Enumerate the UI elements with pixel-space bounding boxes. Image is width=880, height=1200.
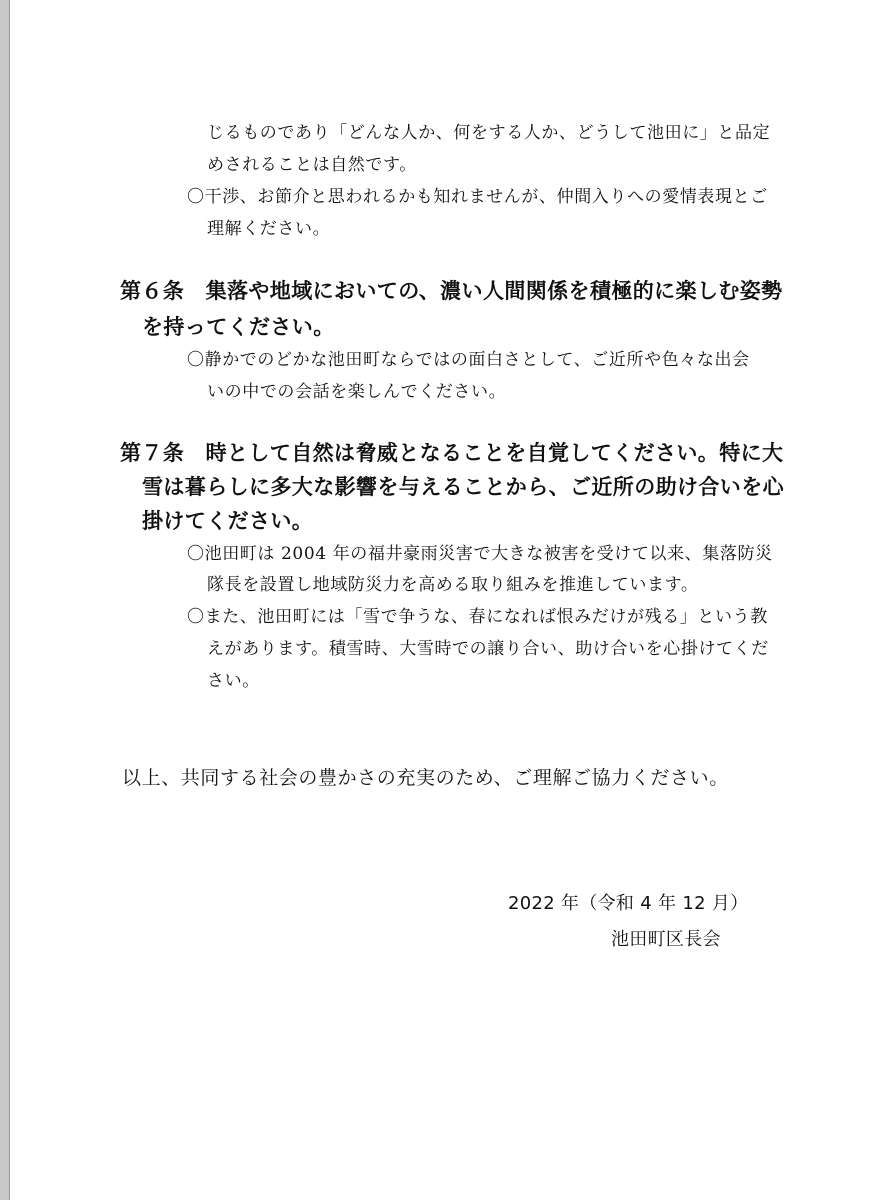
page-edge [0,0,9,1200]
article-7-bullet-1-line-1: 〇池田町は 2004 年の福井豪雨災害で大きな被害を受けて以来、集落防災 [187,544,773,564]
continuation-line-2: めされることは自然です。 [207,155,417,175]
article-6-title-line-2: を持ってください。 [142,315,335,339]
article-7-bullet-2-line-3: さい。 [207,671,260,691]
continuation-bullet-line-2: 理解ください。 [207,219,331,239]
article-7-title-line-2: 雪は暮らしに多大な影響を与えることから、ご近所の助け合いを心 [142,475,784,499]
article-6-title-line-1: 第６条 集落や地域においての、濃い人間関係を積極的に楽しむ姿勢 [120,279,783,303]
article-6-bullet-line-1: 〇静かでのどかな池田町ならではの面白さとして、ご近所や色々な出会 [187,350,750,370]
article-7-bullet-2-line-1: 〇また、池田町には「雪で争うな、春になれば恨みだけが残る」という教 [187,607,768,627]
page-edge-line [9,0,10,1200]
article-7-title-line-3: 掛けてください。 [142,509,314,533]
continuation-bullet-line-1: 〇干渉、お節介と思われるかも知れませんが、仲間入りへの愛情表現とご [187,187,768,207]
article-7-bullet-2-line-2: えがあります。積雪時、大雪時での譲り合い、助け合いを心掛けてくだ [207,639,769,659]
article-7-bullet-1-line-2: 隊長を設置し地域防災力を高める取り組みを推進しています。 [207,575,699,595]
signature-organization: 池田町区長会 [611,929,721,950]
continuation-line-1: じるものであり「どんな人か、何をする人か、どうして池田に」と品定 [207,123,771,143]
article-7-title-line-1: 第７条 時として自然は脅威となることを自覚してください。特に大 [120,441,784,465]
article-6-bullet-line-2: いの中での会話を楽しんでください。 [207,382,507,402]
signature-date: 2022 年（令和 4 年 12 月） [508,893,749,914]
closing-statement: 以上、共同する社会の豊かさの充実のため、ご理解ご協力ください。 [122,767,729,789]
